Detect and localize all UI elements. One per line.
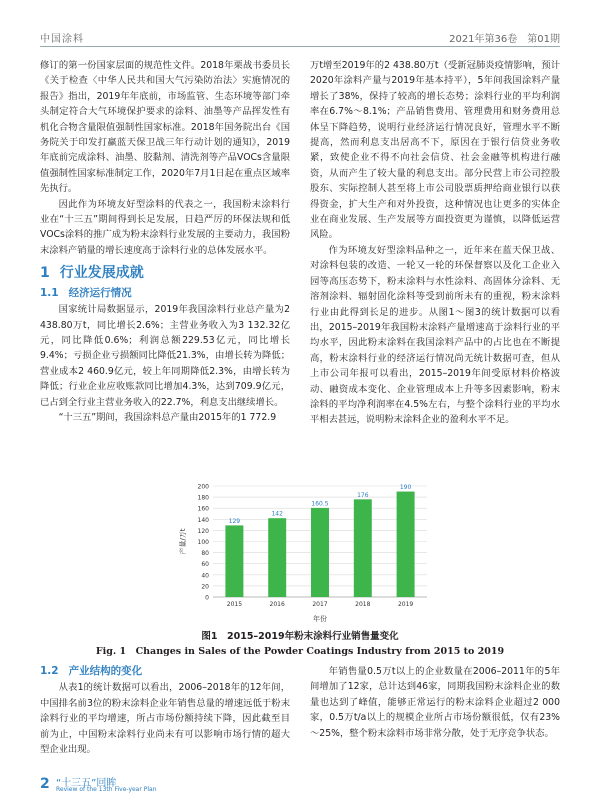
y-axis-label: 产量/万t (179, 528, 187, 555)
section-title: 行业发展成就 (59, 265, 144, 282)
bar-2016 (268, 518, 286, 597)
subsection-number: 1.2 (40, 665, 59, 677)
subsection-title: 产业结构的变化 (68, 665, 143, 677)
issue-info: 2021年第36卷 第01期 (449, 34, 560, 45)
paragraph: 修订的第一份国家层面的规范性文件。2018年栗战书委员长《关于检查〈中华人民共和国大气污染防治法〉实施情况的报告》指出，2019年年底前，市场监管、生态环境等部门牵头制定符合大气环境保护要求的涂料、油墨等产品挥发性有机化合物含量限值强制性国家标准。2018年国务院出台《国务院关于印发打赢蓝天保卫战三年行动计划的通知》，2019年底前完成涂料、油墨、胶黏剂、清洗剂等产品VOCs含量限值强制性国家标准制定工作，2020年7月1日起在重点区域率先执行。 (40, 60, 290, 195)
subsection-number: 1.1 (40, 286, 59, 299)
paragraph: 年销售量0.5万t以上的企业数量在2006–2011年的5年间增加了12家，总计达到46家，同期我国粉末涂料企业的数量也达到了峰值，能够正常运行的粉末涂料企业超过2 000家，0.5万t/a以上的规模企业所占市场份额很低，仅有23%～25%，整个粉末涂料市场非常分散，处于无序竞争状态。 (310, 666, 560, 739)
y-tick-label: 60 (201, 561, 209, 569)
bar-2017 (311, 508, 329, 597)
header-divider (40, 46, 560, 47)
bar-2015 (225, 525, 243, 597)
y-tick-label: 180 (197, 494, 209, 502)
paragraph: 国家统计局数据显示，2019年我国涂料行业总产量为2 438.80万t，同比增长2.6%；主营业务收入为3 132.32亿元，同比降低0.6%；利润总额229.53亿元，同比增长9.4%；亏损企业亏损额同比降低21.3%，由增长转为降低；营业成本2 460.9亿元，较上年同期降低2.3%，由增长转为降低；行业企业应收账款同比增加4.3%，达到709.9亿元，已占到全行业主营业务收入的22.7%，利息支出继续增长。 (40, 304, 290, 408)
page-number: 2 (40, 776, 50, 792)
subsection-heading (40, 664, 290, 679)
x-tick-label-2015: 2015 (226, 601, 243, 608)
footer-subtitle: Review of the 13th Five-year Plan (56, 786, 157, 793)
paragraph: 因此作为环境友好型涂料的代表之一，我国粉末涂料行业在“十三五”期间得到长足发展，日趋严厉的环保法规和低VOCs涂料的推广成为粉末涂料行业发展的主要动力，我国粉末涂料产销量的增长速度高于涂料行业的总体发展水平。 (40, 198, 290, 256)
bottom-right-column (310, 664, 560, 741)
section-number: 1 (40, 265, 50, 282)
subsection-title: 经济运行情况 (68, 286, 132, 299)
data-label-2015: 129 (228, 517, 241, 525)
right-column (310, 58, 560, 428)
x-tick-label-2019: 2019 (397, 601, 414, 608)
y-tick-label: 200 (197, 483, 209, 491)
y-tick-label: 100 (197, 539, 209, 546)
data-label-2017: 160.5 (311, 500, 329, 508)
data-label-2019: 190 (399, 484, 412, 492)
figure-caption-cn: 图1 2015–2019年粉末涂料行业销售量变化 (201, 631, 399, 642)
paragraph: 从表1的统计数据可以看出，2006–2018年的12年间，中国排名前3位的粉末涂料企业年销售总量的增速远低于粉末涂料行业的平均增速，所占市场份额持续下降，因此截至目前为止，中国粉末涂料行业尚未有可以影响市场行情的超大型企业出现。 (40, 682, 290, 756)
x-tick-label-2018: 2018 (355, 601, 371, 608)
x-tick-label-2016: 2016 (269, 601, 285, 608)
section-heading (40, 266, 290, 281)
y-tick-label: 120 (197, 527, 209, 535)
y-tick-label: 160 (197, 505, 209, 513)
data-label-2018: 176 (357, 491, 369, 499)
figure-caption-en: Fig. 1 Changes in Sales of the Powder Coatings Industry from 2015 to 2019 (95, 646, 505, 657)
y-tick-label: 20 (201, 583, 209, 591)
figure-1 (175, 480, 435, 625)
y-tick-label: 140 (197, 516, 209, 524)
running-header (40, 30, 560, 46)
left-column (40, 58, 290, 425)
subsection-heading (40, 286, 290, 301)
bar-2019 (397, 492, 415, 597)
bottom-left-column (40, 664, 290, 757)
paragraph: 万t增至2019年的2 438.80万t（受新冠肺炎疫情影响，预计2020年涂料产量与2019年基本持平），5年间我国涂料产量增长了38%，保持了较高的增长态势；涂料行业的平均利润率在6.7%～8.1%；产品销售费用、管理费用和财务费用总体呈下降趋势，说明行业经济运行情况良好，管理水平不断提高，然而利息支出居高不下，原因在于银行信贷业务收紧，致使企业不得不向社会信贷、社会金融等机构进行融资，从而产生了较大量的利息支出。部分民营上市公司控股股东、实际控制人甚至将上市公司股票质押给商业银行以获得资金，扩大生产和对外投资，这种情况也让更多的实体企业在商业发展、生产发展等方面投资更为谨慎，以降低运营风险。 (310, 60, 560, 241)
x-axis-label: 年份 (313, 615, 327, 623)
data-label-2016: 142 (271, 510, 283, 518)
y-tick-label: 80 (201, 550, 209, 558)
y-tick-label: 0 (205, 594, 209, 602)
sales-bar-chart (175, 480, 435, 625)
y-tick-label: 40 (201, 572, 209, 580)
journal-name: 中国涂料 (40, 34, 84, 45)
x-tick-label-2017: 2017 (312, 601, 328, 608)
bar-2018 (354, 499, 372, 597)
paragraph: “十三五”期间，我国涂料总产量由2015年的1 772.9 (58, 411, 277, 423)
footer-title: “十三五”回眸 (56, 778, 117, 789)
paragraph: 作为环境友好型涂料品种之一，近年来在蓝天保卫战、对涂料包装的改造、一轮又一轮的环保督察以及化工企业入园等高压态势下，粉末涂料与水性涂料、高固体分涂料、无溶剂涂料、辐射固化涂料等受到前所未有的重视，粉末涂料行业由此得到长足的进步。从图1～图3的统计数据可以看出，2015–2019年我国粉末涂料产量增速高于涂料行业的平均水平，因此粉末涂料在我国涂料产品中的占比也在不断提高，粉末涂料行业的经济运行情况尚无统计数据可查，但从上市公司年报可以看出，2015–2019年间受原材料价格波动、融资成本变化、企业管理成本上升等多因素影响，粉末涂料的平均净利润率在4.5%左右，与整个涂料行业的平均水平相去甚远，说明粉末涂料企业的盈利水平不足。 (310, 244, 560, 426)
